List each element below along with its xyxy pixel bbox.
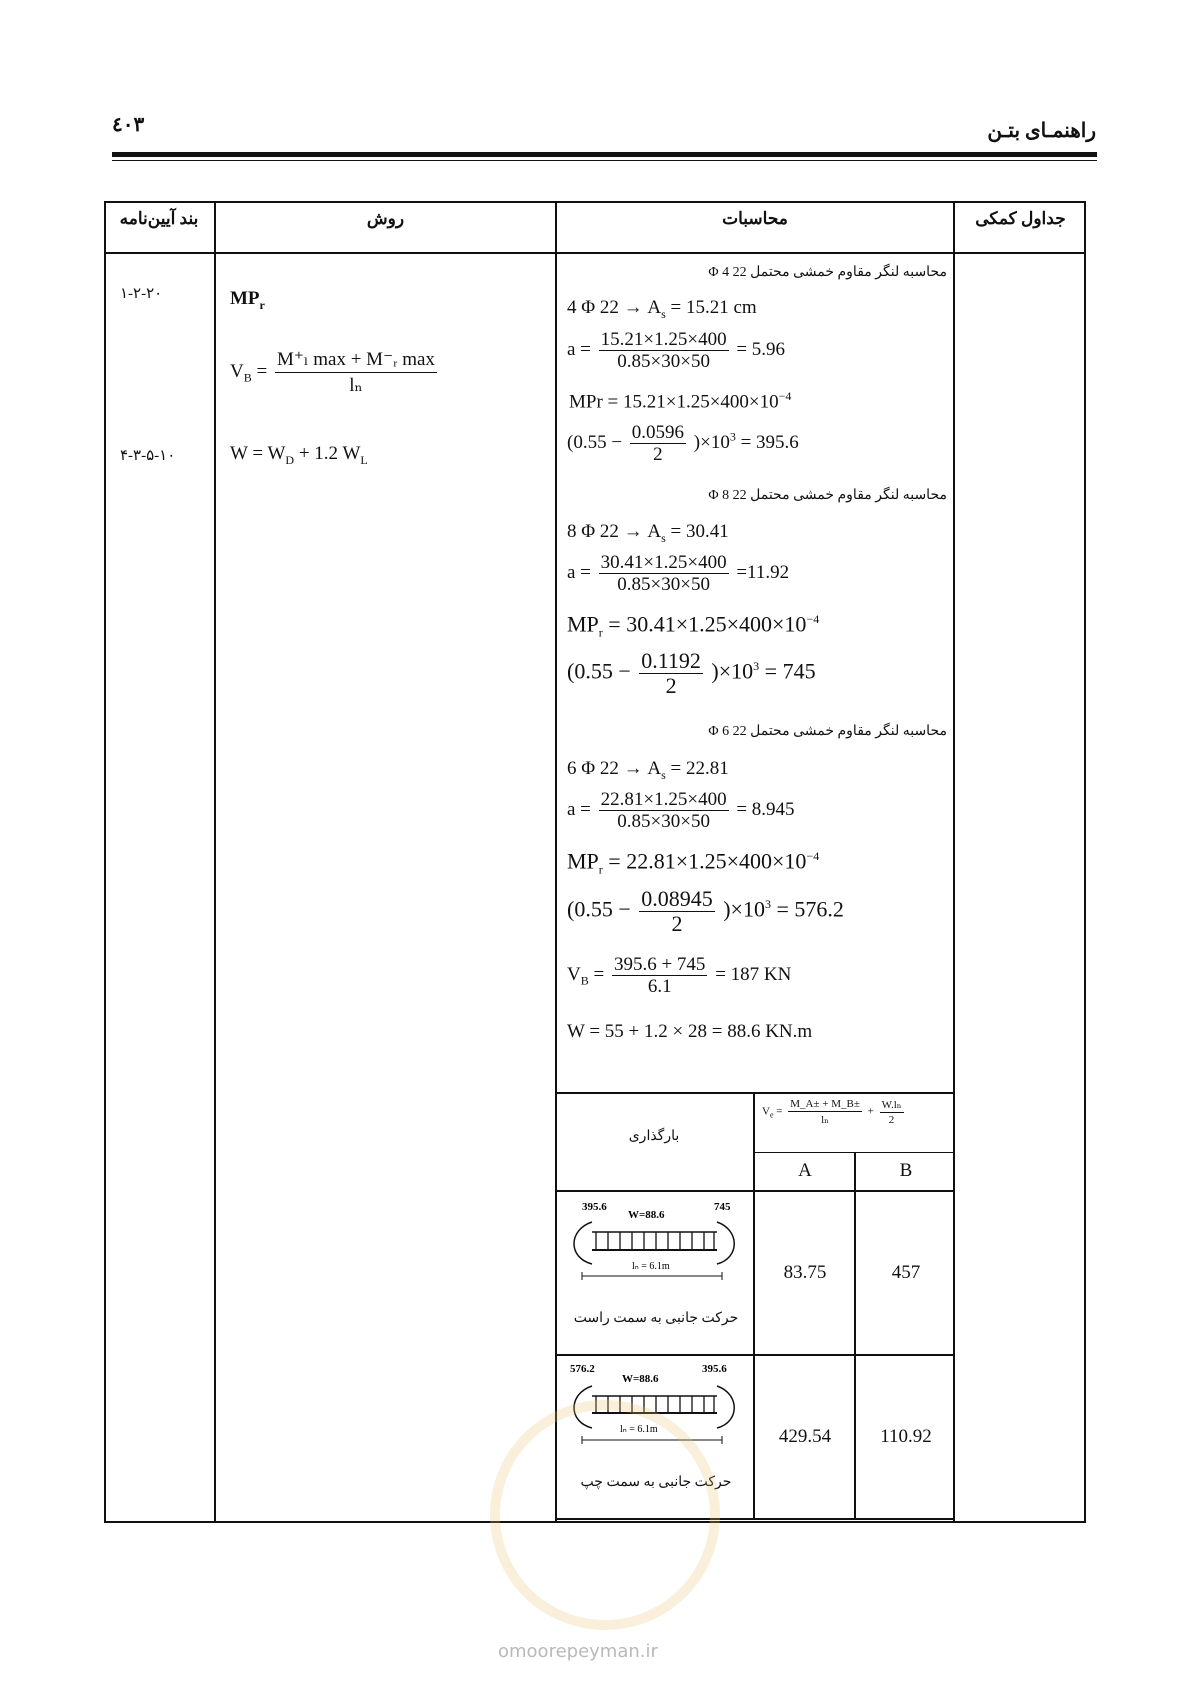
column-header-a: A [798, 1160, 812, 1181]
calc-fraction-line: (0.55 − $\frac{0.0596}{2}$ )$\times 10^3 = 395.6$ [567, 422, 799, 465]
column-header-b: B [899, 1160, 913, 1181]
calc-section-title: محاسبه لنگر مقاوم خمشی محتمل 22 Φ 8 [708, 488, 947, 503]
right-moment-label: 745 [714, 1201, 731, 1213]
right-moment-label: 395.6 [702, 1363, 727, 1375]
calc-line: 6 Φ $22 \to A_s = 22.81$ [567, 758, 729, 782]
calc-section-title: محاسبه لنگر مقاوم خمشی محتمل 22 Φ 4 [708, 265, 947, 280]
header-row-divider [104, 252, 1086, 254]
column-header-clause: بند آیین‌نامه [119, 209, 199, 228]
column-divider [953, 201, 955, 1523]
inner-table-divider [854, 1152, 856, 1520]
inner-table-top [555, 1092, 955, 1094]
loading-caption: حرکت جانبی به سمت راست [573, 1311, 739, 1326]
inner-table-row-line [555, 1190, 955, 1192]
column-header-aux-tables: جداول کمکی [975, 209, 1066, 228]
value-a: 83.75 [783, 1262, 827, 1283]
left-moment-label: 395.6 [582, 1201, 607, 1213]
clause-ref: ۴-۳-۵-۱۰ [120, 448, 176, 464]
footer-website: omoorepeyman.ir [498, 1641, 658, 1662]
calc-fraction-line: (0.55 − $\frac{0.08945}{2}$ )$\times 10^3 = 576.2$ [567, 886, 844, 936]
shear-formula: $V_e$ = $\frac{M\_A\pm + M\_B\pm}{\text{lₙ}}$ + $\frac{\text{W.lₙ}}{2}$ [762, 1098, 902, 1126]
column-divider [555, 201, 557, 1523]
value-b: 457 [891, 1262, 921, 1283]
column-header-method: روش [366, 209, 405, 228]
inner-table-divider [753, 1092, 755, 1520]
calc-vb-line: $V_B$ = $\frac{395.6 + 745}{6.1}$ = 187 KN [567, 954, 792, 997]
watermark-seal [490, 1400, 720, 1630]
method-w-formula: $W = W_D + 1.2$ $W_L$ [230, 443, 368, 467]
left-moment-label: 576.2 [570, 1363, 595, 1375]
calc-fraction-line: (0.55 − $\frac{0.1192}{2}$ )$\times 10^3 = 745$ [567, 648, 816, 698]
calc-fraction-line: a = $\frac{15.21\times 1.25\times 400}{0.85\times 30\times 50}$ = 5.96 [567, 329, 786, 372]
method-vb-formula: $V_B$ = $\frac{\text{M⁺ₗ max + M⁻ᵣ max}}{\text{lₙ}}$ [230, 349, 435, 396]
method-mpr: $MP_r$ [230, 288, 265, 312]
clause-ref: ۱-۲-۲۰ [120, 286, 163, 302]
span-label: lₙ = 6.1m [632, 1261, 670, 1272]
column-divider [214, 201, 216, 1523]
load-label: W=88.6 [628, 1209, 665, 1221]
inner-table-row-line [555, 1354, 955, 1356]
calc-w-line: W = 55 + 1.2 × 28 = 88.6 KN.m [567, 1021, 813, 1042]
calc-line: 4 Φ $22 \to A_s = 15.21$ cm [567, 297, 757, 321]
inner-table-row-line [755, 1152, 955, 1153]
calc-fraction-line: a = $\frac{22.81\times 1.25\times 400}{0.85\times 30\times 50}$ = 8.945 [567, 789, 795, 832]
calc-section-title: محاسبه لنگر مقاوم خمشی محتمل 22 Φ 6 [708, 724, 947, 739]
loading-header-label: بارگذاری [628, 1129, 680, 1144]
value-b: 110.92 [880, 1426, 932, 1447]
header-rule [112, 152, 1097, 157]
calc-line: $MP_r = 22.81\times 1.25\times 400\times 10^{-4}$ [567, 848, 820, 877]
loading-caption: حرکت جانبی به سمت چپ [580, 1475, 732, 1490]
column-header-calculations: محاسبات [722, 209, 788, 228]
calc-line: $MP_r = 30.41\times 1.25\times 400\times 10^{-4}$ [567, 611, 820, 640]
page-number: ٤٠٣ [112, 114, 145, 136]
header-rule-thin [112, 160, 1097, 161]
value-a: 429.54 [778, 1426, 832, 1447]
beam-loading-diagram [562, 1196, 747, 1306]
calc-line: MPr = $15.21\times 1.25\times 400\times 10^{-4}$ [569, 389, 792, 413]
load-label: W=88.6 [622, 1373, 659, 1385]
page-header-title: راهنمـای بتـن [987, 120, 1096, 142]
calc-fraction-line: a = $\frac{30.41\times 1.25\times 400}{0.85\times 30\times 50}$ =11.92 [567, 552, 790, 595]
span-label: lₙ = 6.1m [620, 1424, 658, 1435]
calc-line: 8 Φ $22 \to A_s = 30.41$ [567, 521, 729, 545]
